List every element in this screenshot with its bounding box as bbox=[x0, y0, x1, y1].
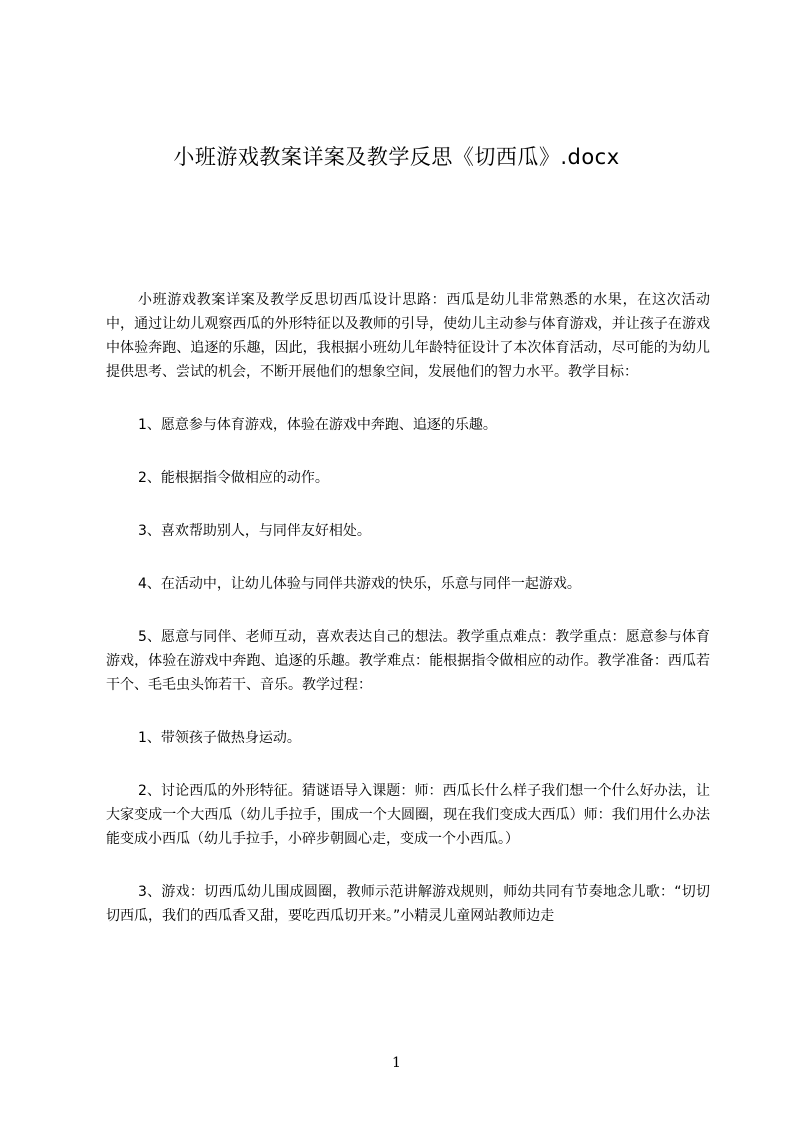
paragraph-goal-3: 3、喜欢帮助别人，与同伴友好相处。 bbox=[138, 523, 371, 539]
paragraph-step-1: 1、带领孩子做热身运动。 bbox=[138, 730, 301, 746]
document-title: 小班游戏教案详案及教学反思《切西瓜》.docx bbox=[173, 145, 620, 169]
paragraph-step-3: 3、游戏：切西瓜幼儿围成圆圈，教师示范讲解游戏规则，师幼共同有节奏地念儿歌：“切切切西瓜，我们的西瓜香又甜，要吃西瓜切开来。”小精灵儿童网站教师边走 bbox=[106, 884, 710, 924]
paragraph-goal-4: 4、在活动中，让幼儿体验与同伴共游戏的快乐，乐意与同伴一起游戏。 bbox=[138, 576, 581, 592]
paragraph-intro: 小班游戏教案详案及教学反思切西瓜设计思路：西瓜是幼儿非常熟悉的水果，在这次活动中，通过让幼儿观察西瓜的外形特征以及教师的引导，使幼儿主动参与体育游戏，并让孩子在游戏中体验奔跑、追逐的乐趣，因此，我根据小班幼儿年龄特征设计了本次体育活动，尽可能的为幼儿提供思考、尝试的机会，不断开展他们的想象空间，发展他们的智力水平。教学目标： bbox=[106, 292, 710, 380]
page-number: 1 bbox=[392, 1055, 401, 1071]
document-body bbox=[106, 288, 710, 928]
paragraph-step-2: 2、讨论西瓜的外形特征。猜谜语导入课题：师：西瓜长什么样子我们想一个什么好办法，让大家变成一个大西瓜（幼儿手拉手，围成一个大圆圈，现在我们变成大西瓜）师：我们用什么办法能变成小西瓜（幼儿手拉手，小碎步朝圆心走，变成一个小西瓜。） bbox=[106, 783, 710, 847]
paragraph-goal-2: 2、能根据指令做相应的动作。 bbox=[138, 470, 329, 486]
paragraph-goal-1: 1、愿意参与体育游戏，体验在游戏中奔跑、追逐的乐趣。 bbox=[138, 417, 497, 433]
paragraph-goal-5: 5、愿意与同伴、老师互动，喜欢表达自己的想法。教学重点难点：教学重点：愿意参与体育游戏，体验在游戏中奔跑、追逐的乐趣。教学难点：能根据指令做相应的动作。教学准备：西瓜若干个、毛毛虫头饰若干、音乐。教学过程： bbox=[106, 629, 710, 693]
